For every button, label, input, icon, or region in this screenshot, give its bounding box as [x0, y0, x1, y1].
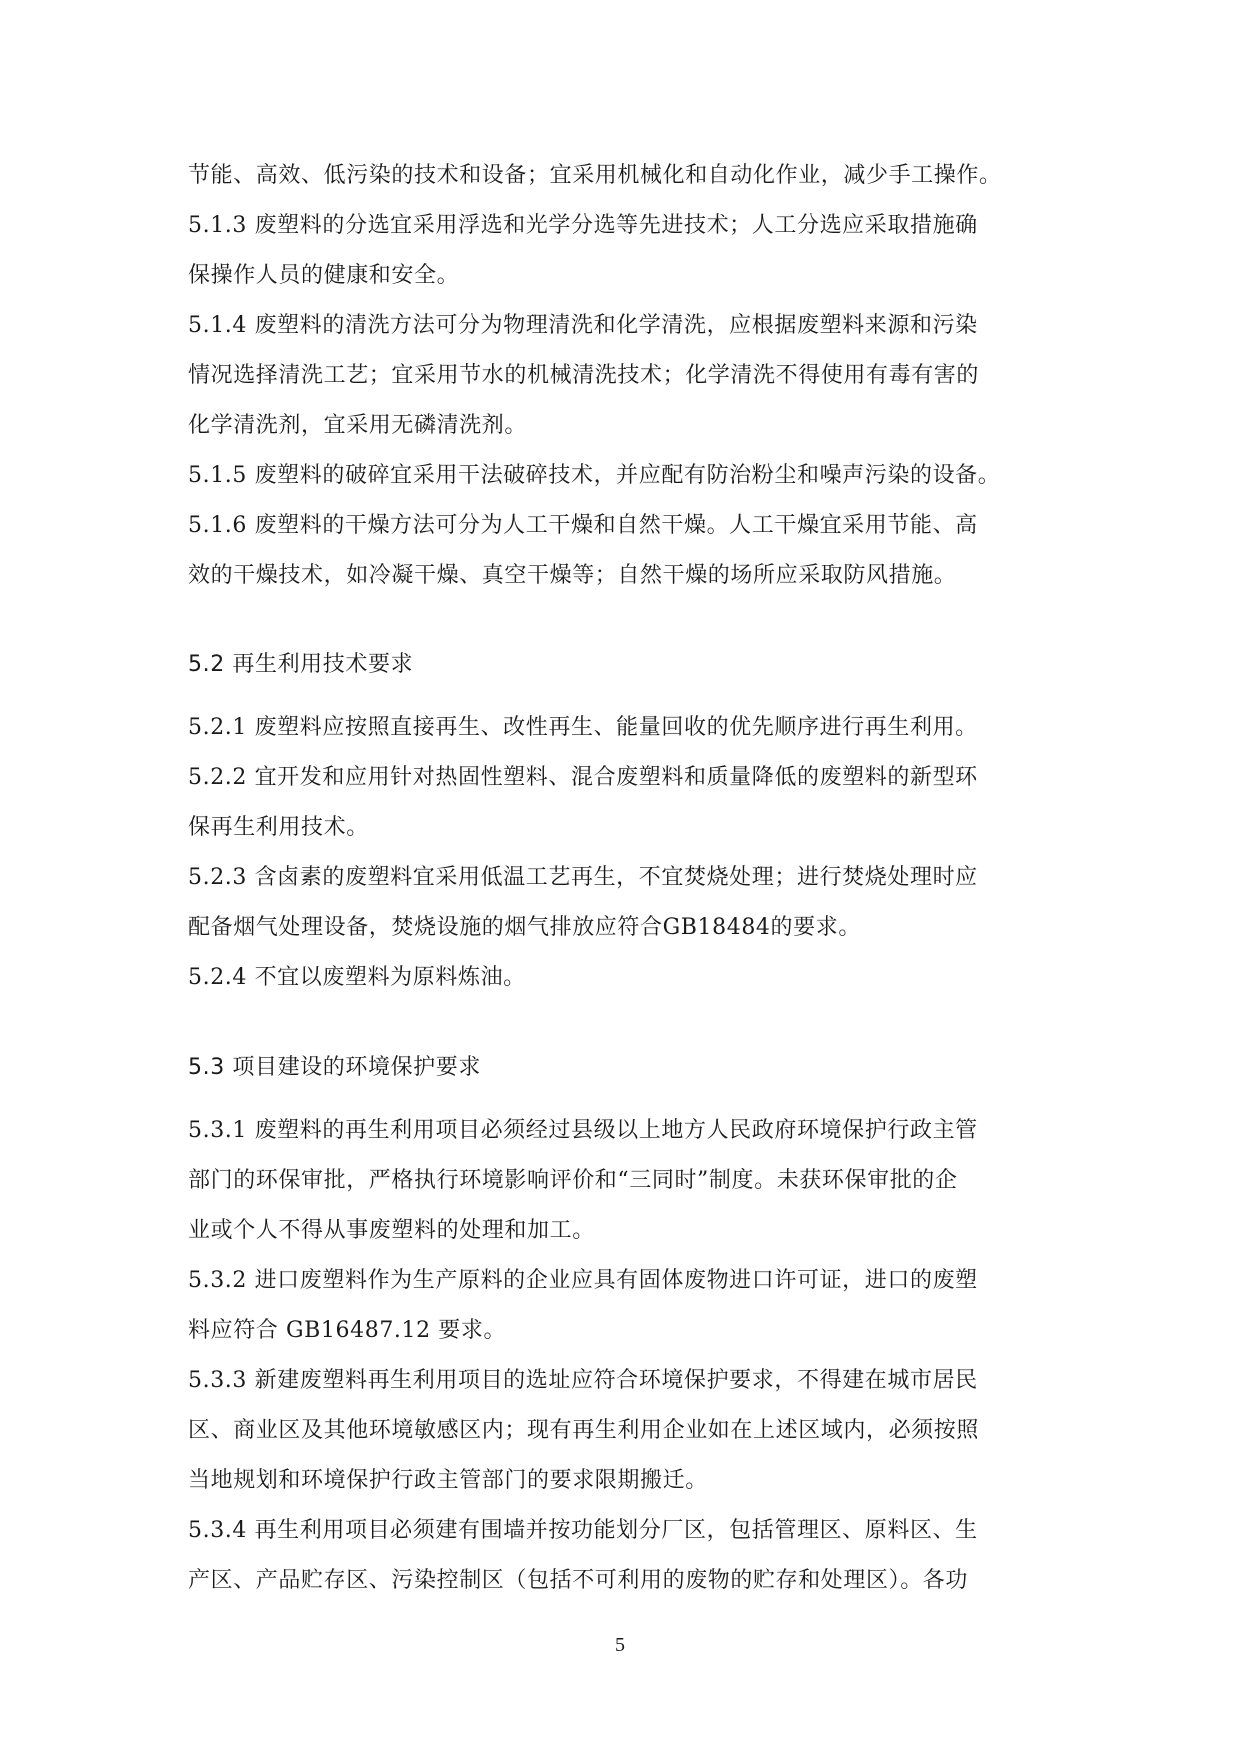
text-line: 保操作人员的健康和安全。: [188, 263, 460, 288]
text-line: 化学清洗剂，宜采用无磷清洗剂。: [188, 413, 528, 438]
clause-5-3-1: 5.3.1 废塑料的再生利用项目必须经过县级以上地方人民政府环境保护行政主管: [188, 1118, 978, 1143]
text-line: 保再生利用技术。: [188, 815, 369, 840]
clause-5-1-5: 5.1.5 废塑料的破碎宜采用干法破碎技术，并应配有防治粉尘和噪声污染的设备。: [188, 463, 1001, 488]
page-number: 5: [615, 1634, 625, 1656]
section-heading-5-2: 5.2 再生利用技术要求: [188, 652, 414, 677]
clause-5-2-1: 5.2.1 废塑料应按照直接再生、改性再生、能量回收的优先顺序进行再生利用。: [188, 715, 978, 740]
text-line: 情况选择清洗工艺；宜采用节水的机械清洗技术；化学清洗不得使用有毒有害的: [188, 363, 980, 388]
clause-5-1-3: 5.1.3 废塑料的分选宜采用浮选和光学分选等先进技术；人工分选应采取措施确: [188, 213, 978, 238]
text-line: 区、商业区及其他环境敏感区内；现有再生利用企业如在上述区域内，必须按照: [188, 1418, 980, 1443]
clause-5-1-6: 5.1.6 废塑料的干燥方法可分为人工干燥和自然干燥。人工干燥宜采用节能、高: [188, 513, 978, 538]
clause-5-3-4: 5.3.4 再生利用项目必须建有围墙并按功能划分厂区，包括管理区、原料区、生: [188, 1518, 978, 1543]
text-line: 当地规划和环境保护行政主管部门的要求限期搬迁。: [188, 1468, 708, 1493]
text-line: 部门的环保审批，严格执行环境影响评价和“三同时”制度。未获环保审批的企: [188, 1168, 958, 1193]
text-line: 业或个人不得从事废塑料的处理和加工。: [188, 1218, 595, 1243]
clause-5-1-4: 5.1.4 废塑料的清洗方法可分为物理清洗和化学清洗，应根据废塑料来源和污染: [188, 313, 978, 338]
text-line: 料应符合 GB16487.12 要求。: [188, 1318, 507, 1343]
text-line: 产区、产品贮存区、污染控制区（包括不可利用的废物的贮存和处理区）。各功: [188, 1568, 969, 1593]
text-line: 配备烟气处理设备，焚烧设施的烟气排放应符合GB18484的要求。: [188, 915, 861, 940]
clause-5-3-3: 5.3.3 新建废塑料再生利用项目的选址应符合环境保护要求，不得建在城市居民: [188, 1368, 978, 1393]
text-line: 效的干燥技术，如冷凝干燥、真空干燥等；自然干燥的场所应采取防风措施。: [188, 563, 957, 588]
clause-5-3-2: 5.3.2 进口废塑料作为生产原料的企业应具有固体废物进口许可证，进口的废塑: [188, 1268, 978, 1293]
text-line: 节能、高效、低污染的技术和设备；宜采用机械化和自动化作业，减少手工操作。: [188, 163, 1002, 188]
clause-5-2-3: 5.2.3 含卤素的废塑料宜采用低温工艺再生，不宜焚烧处理；进行焚烧处理时应: [188, 865, 978, 890]
clause-5-2-2: 5.2.2 宜开发和应用针对热固性塑料、混合废塑料和质量降低的废塑料的新型环: [188, 765, 978, 790]
clause-5-2-4: 5.2.4 不宜以废塑料为原料炼油。: [188, 965, 526, 990]
section-heading-5-3: 5.3 项目建设的环境保护要求: [188, 1055, 481, 1080]
